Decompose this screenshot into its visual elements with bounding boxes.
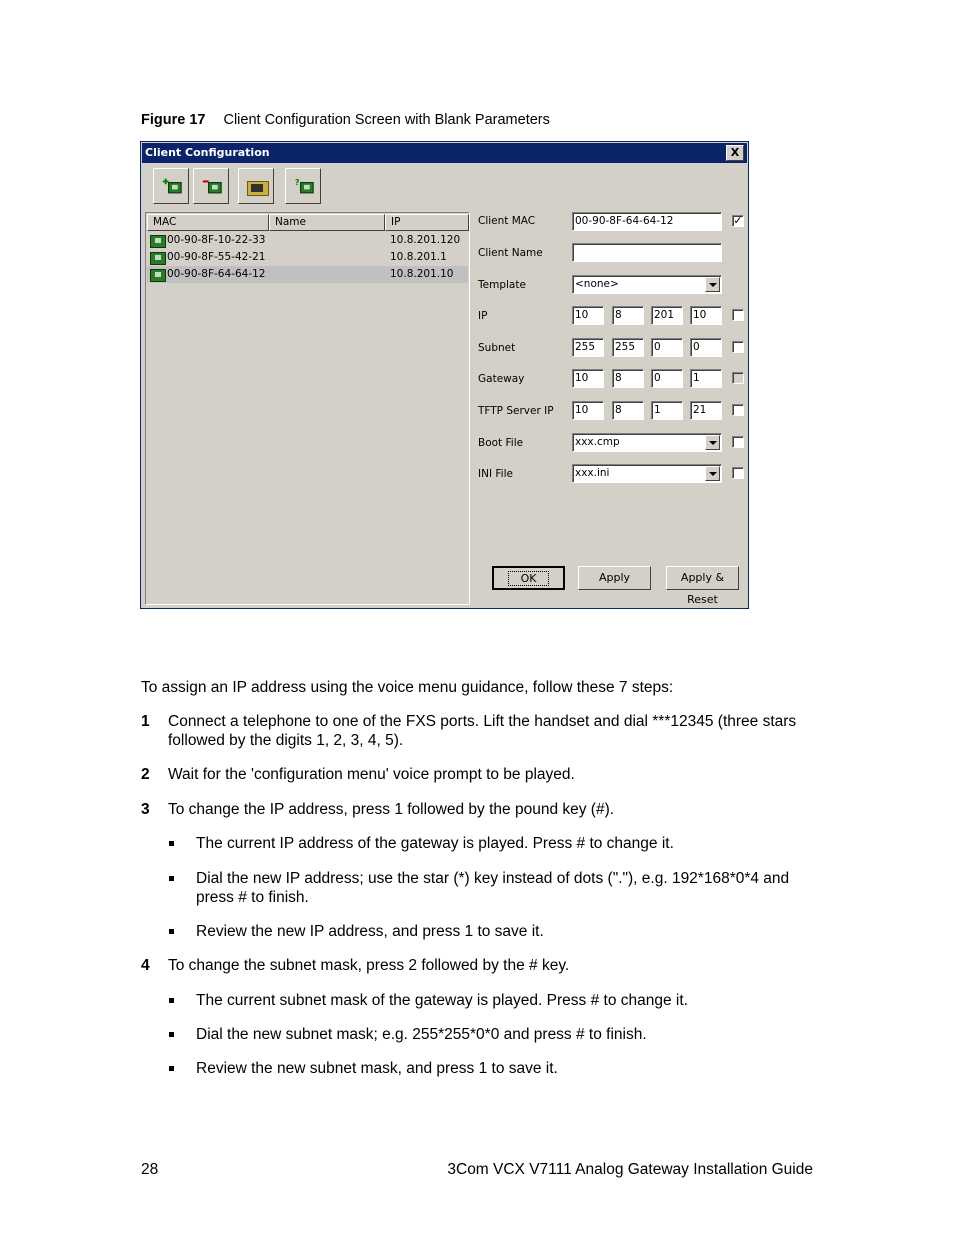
add-client-button[interactable] (153, 168, 189, 204)
gateway-octet-2[interactable]: 8 (612, 369, 644, 388)
ip-octet-3[interactable]: 201 (651, 306, 683, 325)
bullet-text: Review the new IP address, and press 1 to save it. (196, 923, 544, 940)
gateway-label: Gateway (478, 373, 525, 385)
client-mac-field[interactable]: 00-90-8F-64-64-12 (572, 212, 722, 231)
client-row[interactable] (147, 249, 468, 266)
client-mac-checkbox[interactable]: ✓ (733, 214, 743, 227)
client-row[interactable] (147, 232, 468, 249)
ini-file-checkbox[interactable] (732, 467, 744, 479)
bullet-text: Dial the new IP address; use the star (*) key instead of dots ("."), e.g. 192*168*0*4 and press # to finish. (196, 870, 790, 906)
ok-button-label: OK (508, 571, 550, 586)
ini-file-label: INI File (478, 468, 513, 480)
open-folder-button[interactable] (238, 168, 274, 204)
close-button[interactable]: X (726, 145, 744, 161)
subnet-label: Subnet (478, 342, 516, 354)
subnet-octet-4[interactable]: 0 (690, 338, 722, 357)
gateway-octet-3[interactable]: 0 (651, 369, 683, 388)
tftp-server-ip-label: TFTP Server IP (478, 405, 554, 417)
client-name-field[interactable] (572, 243, 722, 262)
boot-file-label: Boot File (478, 437, 524, 449)
footer-title: 3Com VCX V7111 Analog Gateway Installation Guide (447, 1161, 813, 1178)
computer-icon (150, 269, 166, 282)
chevron-down-icon[interactable] (705, 435, 720, 450)
bullet-marker (169, 1032, 174, 1037)
chevron-down-icon[interactable] (705, 466, 720, 481)
step-text: Wait for the 'configuration menu' voice prompt to be played. (168, 766, 575, 783)
ini-file-select[interactable] (572, 464, 722, 483)
row-mac: 00-90-8F-55-42-21 (167, 251, 266, 263)
column-header-ip[interactable]: IP (385, 214, 469, 231)
step-text: Connect a telephone to one of the FXS ports. Lift the handset and dial ***12345 (three stars followed by the digits 1, 2, 3, 4, 5). (168, 713, 797, 749)
boot-file-checkbox[interactable] (732, 436, 744, 448)
ip-octet-2[interactable]: 8 (612, 306, 644, 325)
template-label: Template (478, 279, 526, 291)
bullet-text: The current IP address of the gateway is played. Press # to change it. (196, 835, 674, 852)
computer-icon (150, 252, 166, 265)
apply-reset-button[interactable]: Apply & Reset (666, 566, 739, 590)
ok-button[interactable] (492, 566, 565, 590)
subnet-checkbox[interactable] (732, 341, 744, 353)
boot-file-select[interactable] (572, 433, 722, 452)
row-ip: 10.8.201.120 (390, 234, 461, 246)
bullet-text: Review the new subnet mask, and press 1 to save it. (196, 1060, 558, 1077)
gateway-checkbox[interactable] (732, 372, 744, 384)
row-ip: 10.8.201.1 (390, 251, 447, 263)
dialog-titlebar (142, 143, 747, 163)
gateway-octet-1[interactable]: 10 (572, 369, 604, 388)
template-value: <none> (575, 278, 619, 290)
add-client-icon (162, 178, 182, 194)
computer-icon (150, 235, 166, 248)
ip-octet-4[interactable]: 10 (690, 306, 722, 325)
client-row-selected[interactable] (147, 266, 468, 283)
subnet-octet-3[interactable]: 0 (651, 338, 683, 357)
figure-label: Figure 17 (141, 112, 206, 128)
client-list[interactable] (145, 212, 470, 605)
tftp-octet-2[interactable]: 8 (612, 401, 644, 420)
row-ip: 10.8.201.10 (390, 268, 454, 280)
dialog-title: Client Configuration (145, 146, 270, 159)
tftp-octet-4[interactable]: 21 (690, 401, 722, 420)
ini-file-value: xxx.ini (575, 467, 610, 479)
row-mac: 00-90-8F-64-64-12 (167, 268, 266, 280)
remove-client-button[interactable] (193, 168, 229, 204)
subnet-octet-2[interactable]: 255 (612, 338, 644, 357)
ip-octet-1[interactable]: 10 (572, 306, 604, 325)
client-configuration-dialog (140, 141, 749, 609)
bullet-marker (169, 841, 174, 846)
tftp-octet-3[interactable]: 1 (651, 401, 683, 420)
bullet-marker (169, 1066, 174, 1071)
figure-caption (141, 112, 550, 128)
step-text: To change the subnet mask, press 2 followed by the # key. (168, 957, 570, 974)
column-header-name[interactable]: Name (269, 214, 385, 231)
chevron-down-icon[interactable] (705, 277, 720, 292)
tftp-checkbox[interactable] (732, 404, 744, 416)
apply-button[interactable]: Apply (578, 566, 651, 590)
step-text: To change the IP address, press 1 followed by the pound key (#). (168, 801, 615, 818)
ip-label: IP (478, 310, 488, 322)
bullet-marker (169, 876, 174, 881)
row-mac: 00-90-8F-10-22-33 (167, 234, 266, 246)
tftp-octet-1[interactable]: 10 (572, 401, 604, 420)
boot-file-value: xxx.cmp (575, 436, 620, 448)
query-client-button[interactable] (285, 168, 321, 204)
remove-client-icon (202, 178, 222, 194)
bullet-text: The current subnet mask of the gateway is played. Press # to change it. (196, 992, 688, 1009)
subnet-octet-1[interactable]: 255 (572, 338, 604, 357)
svg-text:?: ? (294, 178, 300, 187)
bullet-marker (169, 998, 174, 1003)
folder-icon (247, 181, 269, 196)
step-number: 3 (141, 801, 150, 818)
ip-checkbox[interactable] (732, 309, 744, 321)
step-number: 1 (141, 713, 150, 730)
step-number: 4 (141, 957, 150, 974)
intro-paragraph: To assign an IP address using the voice menu guidance, follow these 7 steps: (141, 679, 674, 696)
gateway-octet-4[interactable]: 1 (690, 369, 722, 388)
client-mac-label: Client MAC (478, 215, 536, 227)
figure-caption-text: Client Configuration Screen with Blank Parameters (223, 112, 550, 128)
template-select[interactable] (572, 275, 722, 294)
bullet-text: Dial the new subnet mask; e.g. 255*255*0*0 and press # to finish. (196, 1026, 647, 1043)
step-number: 2 (141, 766, 150, 783)
client-name-label: Client Name (478, 247, 543, 259)
query-client-icon (294, 178, 314, 194)
bullet-marker (169, 929, 174, 934)
page-number: 28 (141, 1161, 159, 1178)
column-header-mac[interactable]: MAC (147, 214, 269, 231)
